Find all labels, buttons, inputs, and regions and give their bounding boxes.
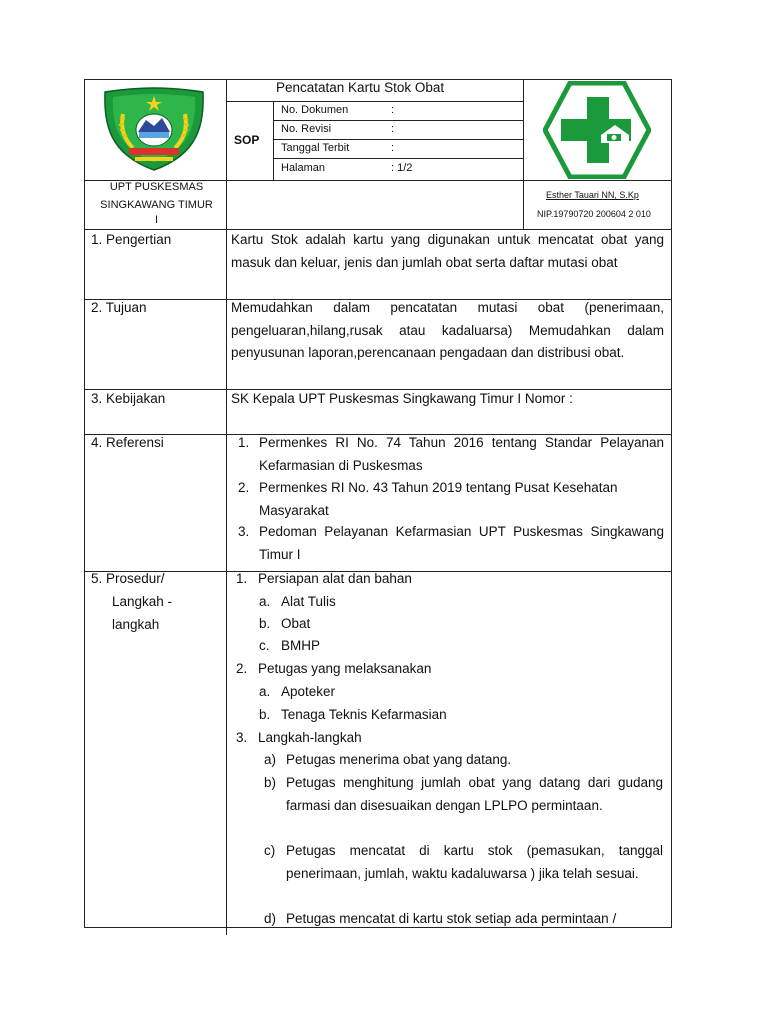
referensi-item: Pedoman Pelayanan Kefarmasian UPT Puskesmas Singkawang Timur I — [259, 524, 664, 562]
step-title: Petugas yang melaksanakan — [258, 661, 432, 676]
sub-item-letter: a. — [259, 684, 271, 699]
step-number: 2. — [236, 661, 248, 676]
prosedur-label-line-1: 5. Prosedur/ — [91, 571, 165, 586]
org-name-line-1: UPT PUSKESMAS — [109, 181, 204, 193]
sub-step: Petugas mencatat di kartu stok (pemasukan, tanggal penerimaan, jumlah, waktu kadaluwarsa ) jika telah sesuai. — [286, 843, 663, 881]
sub-step-letter: b) — [264, 775, 277, 790]
meta-no-dokumen-label: No. Dokumen — [281, 104, 349, 116]
step-title: Langkah-langkah — [258, 730, 362, 745]
signer-name: Esther Tauari NN, S.Kp — [546, 190, 639, 200]
meta-tanggal-terbit-label: Tanggal Terbit — [281, 142, 350, 154]
kebijakan-text: SK Kepala UPT Puskesmas Singkawang Timur I Nomor : — [231, 391, 573, 406]
org-name-line-2: SINGKAWANG TIMUR — [100, 199, 213, 211]
sub-item-letter: c. — [259, 638, 270, 653]
referensi-item-number: 1. — [238, 435, 250, 450]
sub-item: Obat — [281, 616, 311, 631]
sop-label: SOP — [234, 133, 260, 147]
pengertian-label: 1. Pengertian — [91, 232, 172, 247]
sub-item: Alat Tulis — [281, 594, 336, 609]
step-title: Persiapan alat dan bahan — [258, 571, 412, 586]
referensi-item-number: 3. — [238, 524, 250, 539]
sub-item: Apoteker — [281, 684, 336, 699]
referensi-item: Permenkes RI No. 74 Tahun 2016 tentang Standar Pelayanan Kefarmasian di Puskesmas — [259, 435, 664, 473]
right-logo-divider — [523, 79, 524, 229]
tujuan-label: 2. Tujuan — [91, 300, 147, 315]
singkawang-emblem-logo — [99, 84, 209, 174]
title-bottom-line — [226, 101, 523, 102]
step-number: 1. — [236, 571, 248, 586]
label-column-divider — [226, 79, 227, 935]
signer-nip: NIP.19790720 200604 2 010 — [537, 209, 651, 219]
sub-step: Petugas mencatat di kartu stok setiap ada permintaan / — [286, 911, 617, 926]
meta-halaman-value: : 1/2 — [391, 162, 413, 174]
meta-no-revisi-label: No. Revisi — [281, 123, 332, 135]
referensi-label: 4. Referensi — [91, 435, 164, 450]
referensi-item-number: 2. — [238, 480, 250, 495]
meta-halaman-label: Halaman — [281, 162, 326, 174]
sub-item: BMHP — [281, 638, 321, 653]
document-title: Pencatatan Kartu Stok Obat — [276, 80, 445, 95]
sub-step-letter: c) — [264, 843, 276, 858]
step-number: 3. — [236, 730, 248, 745]
meta-line-3 — [273, 158, 523, 159]
prosedur-label-line-2: Langkah - — [112, 594, 173, 609]
meta-no-dokumen-value: : — [391, 104, 395, 116]
sub-step-letter: d) — [264, 911, 277, 926]
meta-tanggal-terbit-value: : — [391, 142, 395, 154]
sub-item: Tenaga Teknis Kefarmasian — [281, 707, 447, 722]
sub-step: Petugas menerima obat yang datang. — [286, 752, 512, 767]
puskesmas-logo — [543, 81, 651, 179]
prosedur-label-line-3: langkah — [112, 617, 160, 632]
sub-step: Petugas menghitung jumlah obat yang datang dari gudang farmasi dan disesuaikan dengan LPLPO permintaan. — [286, 775, 663, 813]
kebijakan-label: 3. Kebijakan — [91, 391, 166, 406]
referensi-item: Permenkes RI No. 43 Tahun 2019 tentang Pusat Kesehatan Masyarakat — [259, 480, 618, 518]
sub-item-letter: b. — [259, 707, 271, 722]
sub-step-letter: a) — [264, 752, 277, 767]
tujuan-text: Memudahkan dalam pencatatan mutasi obat (penerimaan, pengeluaran,hilang,rusak atau kadaluarsa) Memudahkan dalam penyusunan laporan,perencanaan pengadaan dan distribusi obat. — [231, 300, 664, 361]
org-name-line-3: I — [154, 214, 159, 226]
sub-item-letter: a. — [259, 594, 271, 609]
sop-divider — [273, 101, 274, 181]
meta-no-revisi-value: : — [391, 123, 395, 135]
sub-item-letter: b. — [259, 616, 271, 631]
pengertian-text: Kartu Stok adalah kartu yang digunakan untuk mencatat obat yang masuk dan keluar, jenis dan jumlah obat serta daftar mutasi obat — [231, 232, 664, 270]
